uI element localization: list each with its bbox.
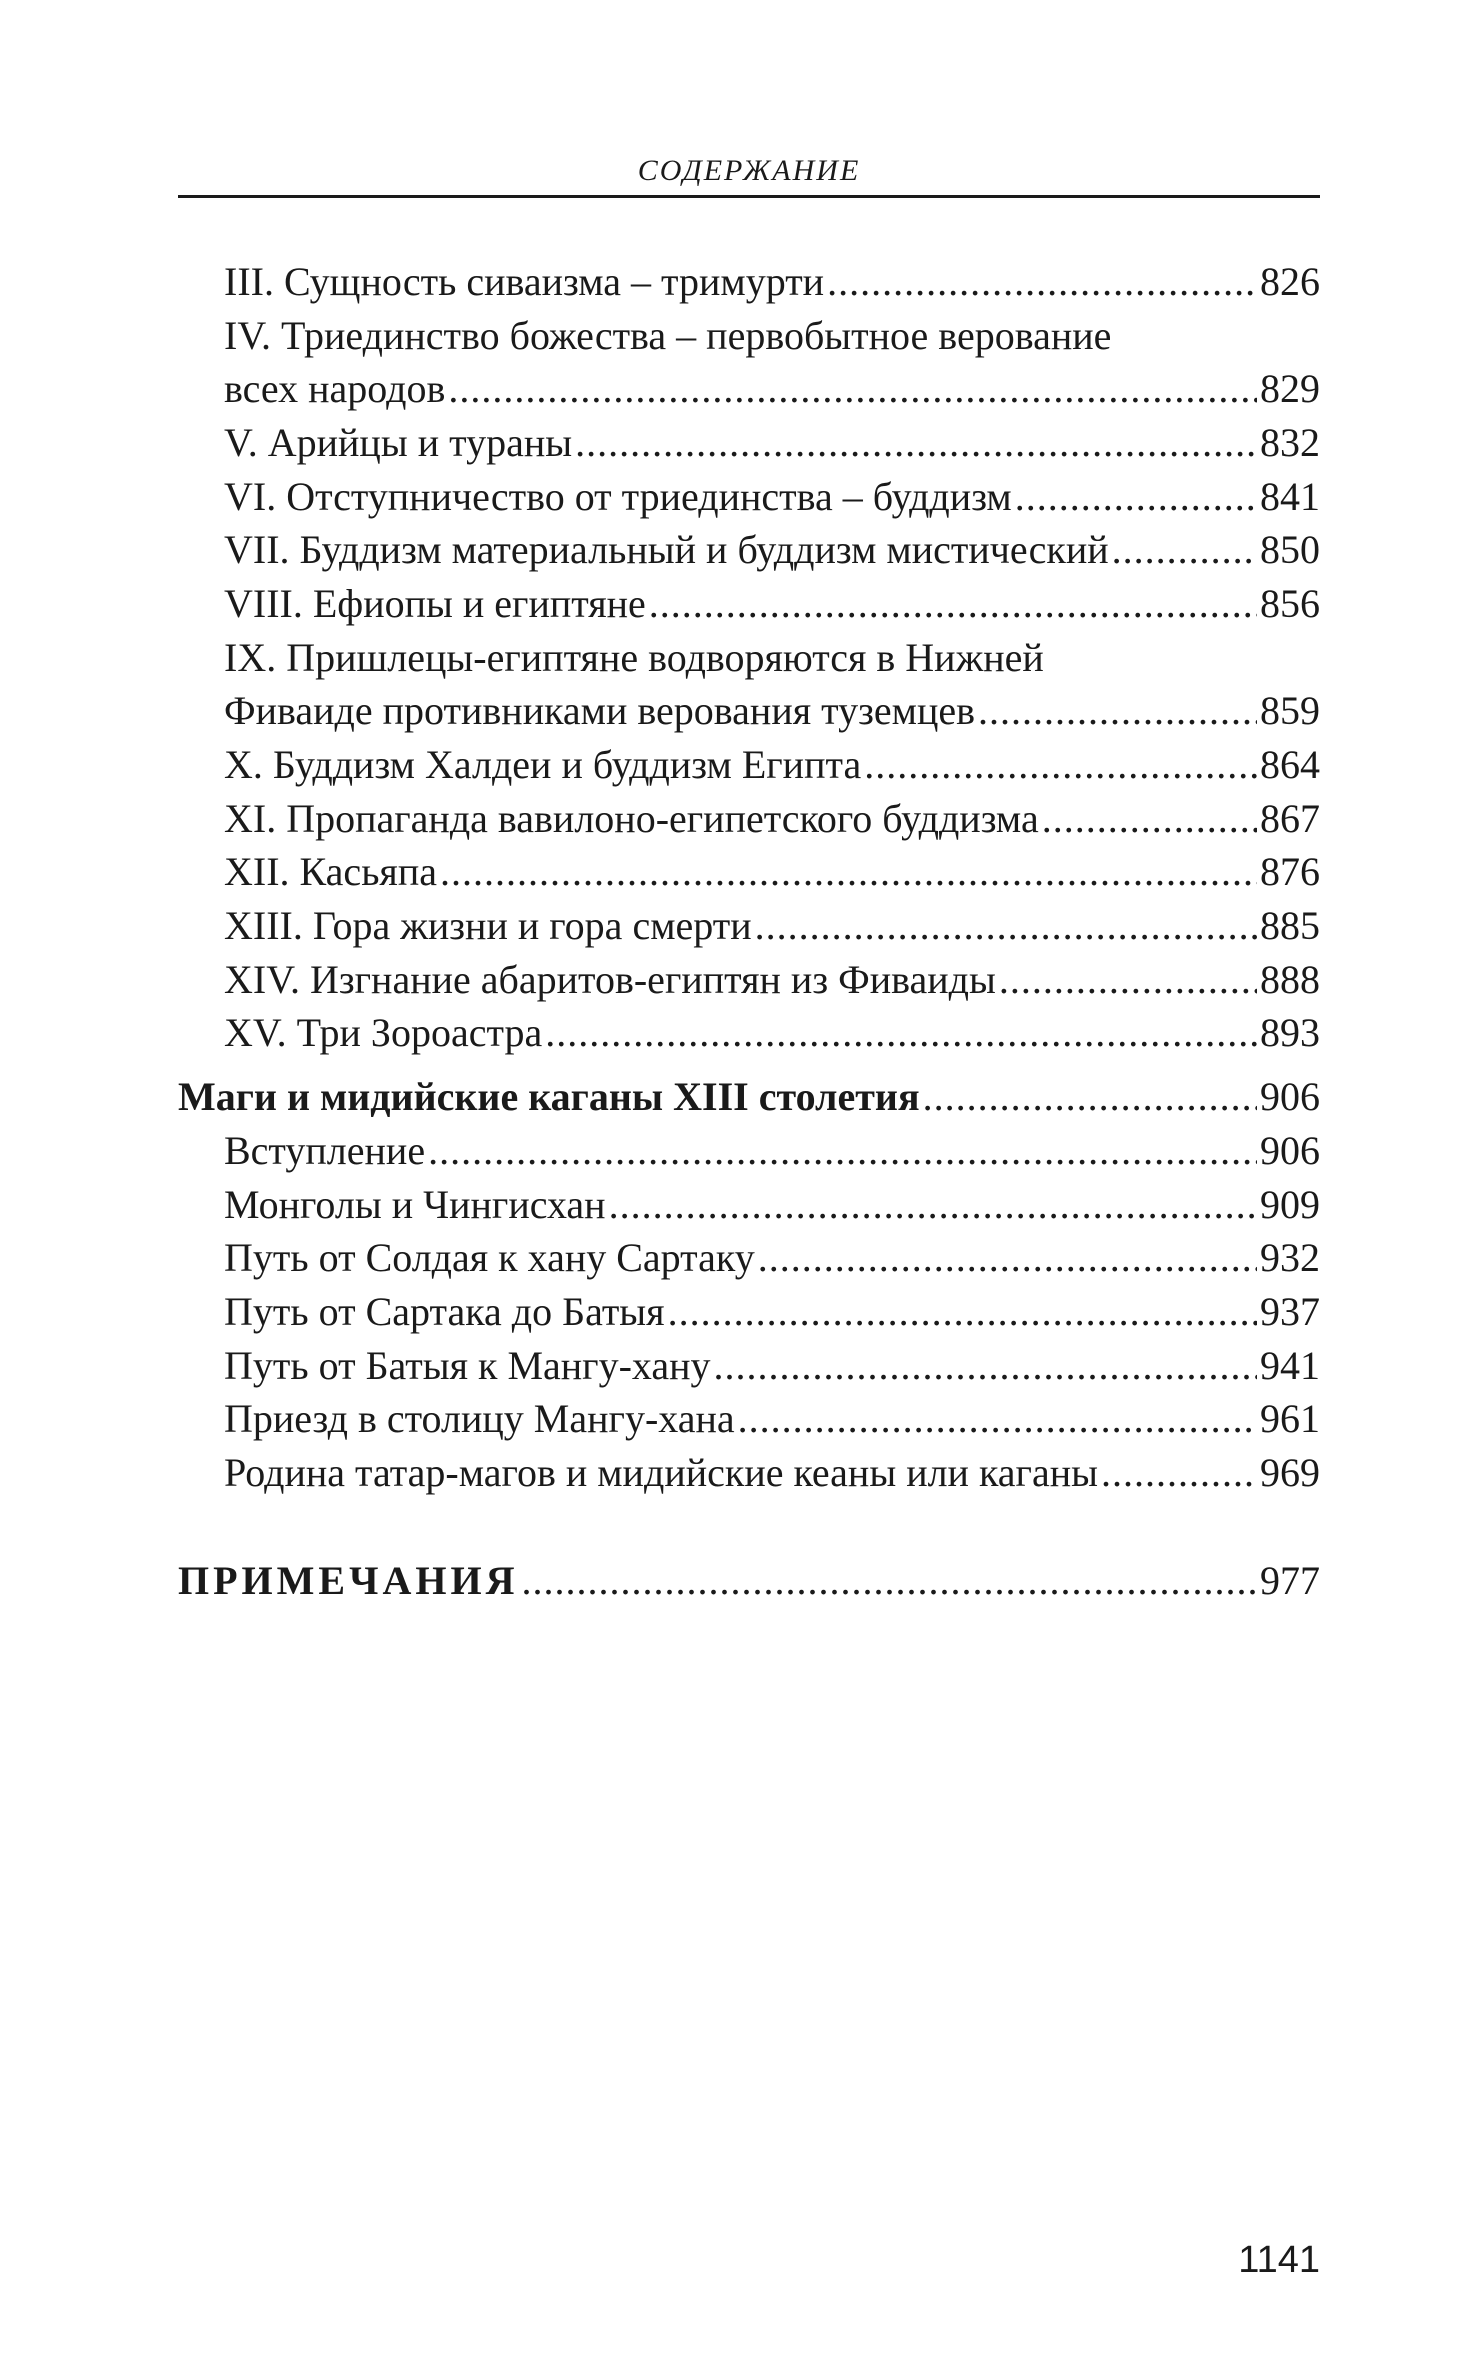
toc-entry[interactable] xyxy=(224,794,1320,844)
toc-entry[interactable] xyxy=(224,1126,1320,1176)
toc-entry-page: 841 xyxy=(1260,474,1320,519)
toc-section-title: Маги и мидийские каганы XIII столетия xyxy=(178,1074,920,1119)
dot-leader xyxy=(609,1180,1257,1230)
toc-entry-page: 885 xyxy=(1260,903,1320,948)
dot-leader xyxy=(923,1072,1257,1122)
toc-entry-page: 829 xyxy=(1260,366,1320,411)
dot-leader xyxy=(575,418,1257,468)
toc-entry[interactable] xyxy=(224,633,1320,683)
dot-leader xyxy=(649,579,1257,629)
toc-entry-page: 832 xyxy=(1260,420,1320,465)
toc-entry[interactable] xyxy=(224,311,1320,361)
toc-entry-title: VIII. Ефиопы и египтяне xyxy=(224,581,646,626)
toc-entry-title: X. Буддизм Халдеи и буддизм Египта xyxy=(224,742,862,787)
toc-entry[interactable] xyxy=(224,847,1320,897)
toc-entry-page: 941 xyxy=(1260,1343,1320,1388)
dot-leader xyxy=(738,1394,1257,1444)
running-head: СОДЕРЖАНИЕ xyxy=(637,154,861,187)
toc-entry[interactable] xyxy=(224,1448,1320,1498)
toc-entry-page: 826 xyxy=(1260,259,1320,304)
toc-entry-title: Фиваиде противниками верования туземцев xyxy=(224,688,975,733)
toc-entry-continuation[interactable] xyxy=(224,364,1320,414)
toc-entry-page: 906 xyxy=(1260,1128,1320,1173)
toc-entry[interactable] xyxy=(224,740,1320,790)
toc-entry-page: 856 xyxy=(1260,581,1320,626)
toc-entry[interactable] xyxy=(224,1341,1320,1391)
dot-leader xyxy=(1112,525,1257,575)
toc-entry[interactable] xyxy=(224,1287,1320,1337)
toc-entry[interactable] xyxy=(224,901,1320,951)
toc-entry-title: Путь от Батыя к Мангу-хану xyxy=(224,1343,711,1388)
toc-entry[interactable] xyxy=(224,1394,1320,1444)
toc-entry-page: 867 xyxy=(1260,796,1320,841)
toc-entry-page: 850 xyxy=(1260,527,1320,572)
toc-entry-title: XII. Касьяпа xyxy=(224,849,437,894)
dot-leader xyxy=(1042,794,1257,844)
toc-entry-title: Путь от Солдая к хану Сартаку xyxy=(224,1235,755,1280)
dot-leader xyxy=(755,901,1257,951)
toc-entry-page: 937 xyxy=(1260,1289,1320,1334)
dot-leader xyxy=(978,686,1257,736)
toc-entry-title: Монголы и Чингисхан xyxy=(224,1182,606,1227)
toc-entry-title: XIV. Изгнание абаритов-египтян из Фиваиды xyxy=(224,957,996,1002)
toc-entry[interactable] xyxy=(224,1180,1320,1230)
toc-entry[interactable] xyxy=(224,525,1320,575)
toc-entry-page: 961 xyxy=(1260,1396,1320,1441)
dot-leader xyxy=(827,257,1257,307)
toc-entry-title: Родина татар-магов и мидийские кеаны или каганы xyxy=(224,1450,1098,1495)
toc-entry-title: V. Арийцы и тураны xyxy=(224,420,573,465)
toc-entry-title: VI. Отступничество от триединства – буддизм xyxy=(224,474,1012,519)
dot-leader xyxy=(714,1341,1257,1391)
toc-entry[interactable] xyxy=(224,257,1320,307)
dot-leader xyxy=(428,1126,1257,1176)
toc-section-title: ПРИМЕЧАНИЯ xyxy=(178,1558,519,1603)
toc-entry[interactable] xyxy=(224,1233,1320,1283)
dot-leader xyxy=(668,1287,1257,1337)
toc-entry-title: Приезд в столицу Мангу-хана xyxy=(224,1396,735,1441)
toc-entry-title: VII. Буддизм материальный и буддизм мистический xyxy=(224,527,1109,572)
toc-entry-title: Вступление xyxy=(224,1128,426,1173)
toc-entry-page: 888 xyxy=(1260,957,1320,1002)
dot-leader xyxy=(448,364,1257,414)
toc-entry-title: XV. Три Зороастра xyxy=(224,1010,543,1055)
toc-entry-title: III. Сущность сиваизма – тримурти xyxy=(224,259,825,304)
dot-leader xyxy=(521,1556,1257,1606)
toc-entry-page: 969 xyxy=(1260,1450,1320,1495)
toc-entry[interactable] xyxy=(224,579,1320,629)
toc-entry-title: IV. Триединство божества – первобытное верование xyxy=(224,313,1112,358)
toc-entry[interactable] xyxy=(224,472,1320,522)
toc-entry-title: XIII. Гора жизни и гора смерти xyxy=(224,903,752,948)
toc-entry[interactable] xyxy=(224,955,1320,1005)
dot-leader xyxy=(1101,1448,1257,1498)
toc-entry[interactable] xyxy=(224,418,1320,468)
header-rule xyxy=(178,195,1320,198)
toc-entry-title: IX. Пришлецы-египтяне водворяются в Нижней xyxy=(224,635,1044,680)
toc-entry-page: 932 xyxy=(1260,1235,1320,1280)
dot-leader xyxy=(440,847,1257,897)
toc-entry-title: XI. Пропаганда вавилоно-египетского буддизма xyxy=(224,796,1039,841)
dot-leader xyxy=(545,1008,1257,1058)
toc-entry-page: 859 xyxy=(1260,688,1320,733)
toc-section-heading[interactable] xyxy=(178,1556,1320,1606)
toc-entry-page: 977 xyxy=(1260,1558,1320,1603)
toc-entry-page: 906 xyxy=(1260,1074,1320,1119)
dot-leader xyxy=(864,740,1257,790)
toc-entry[interactable] xyxy=(224,1008,1320,1058)
toc-entry-title: всех народов xyxy=(224,366,446,411)
toc-entry-page: 864 xyxy=(1260,742,1320,787)
dot-leader xyxy=(999,955,1257,1005)
dot-leader xyxy=(1015,472,1257,522)
toc-entry-page: 876 xyxy=(1260,849,1320,894)
toc-entry-continuation[interactable] xyxy=(224,686,1320,736)
toc-entry-title: Путь от Сартака до Батыя xyxy=(224,1289,665,1334)
toc-section-heading[interactable] xyxy=(178,1072,1320,1122)
page-number: 1141 xyxy=(1238,2239,1320,2281)
toc-entry-page: 893 xyxy=(1260,1010,1320,1055)
toc-entry-page: 909 xyxy=(1260,1182,1320,1227)
dot-leader xyxy=(758,1233,1257,1283)
